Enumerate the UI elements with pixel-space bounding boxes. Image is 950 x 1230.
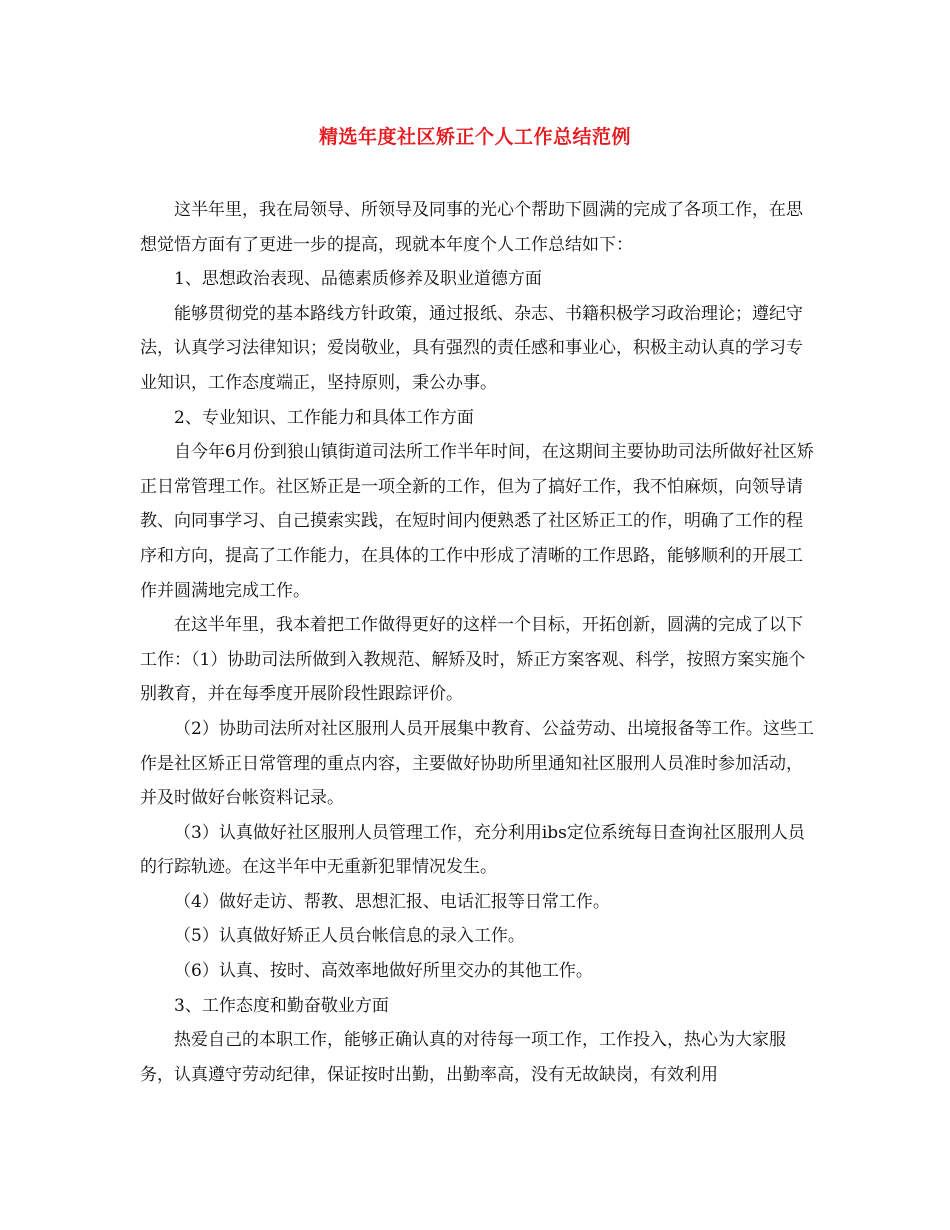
paragraph: 在这半年里，我本着把工作做得更好的这样一个目标，开拓创新，圆满的完成了以下工作：（1）协助司法所做到入教规范、解矫及时，矫正方案客观、科学，按照方案实施个别教育，并在每季度开展阶段性跟踪评价。 <box>140 615 806 705</box>
list-item: （4）做好走访、帮教、思想汇报、电话汇报等日常工作。 <box>174 891 610 912</box>
list-item: （5）认真做好矫正人员台帐信息的录入工作。 <box>174 926 525 947</box>
list-item: （2）协助司法所对社区服刑人员开展集中教育、公益劳动、出境报备等工作。这些工作是社区矫正日常管理的重点内容，主要做好协助所里通知社区服刑人员准时参加活动，并及时做好台帐资料记录。 <box>140 718 814 809</box>
section-heading: 3、工作态度和勤奋敬业方面 <box>174 995 389 1016</box>
section-heading: 1、思想政治表现、品德素质修养及职业道德方面 <box>174 269 542 290</box>
section-heading: 2、专业知识、工作能力和具体工作方面 <box>174 407 474 428</box>
list-item: （3）认真做好社区服刑人员管理工作，充分利用ibs定位系统每日查询社区服刑人员的行踪轨迹。在这半年中无重新犯罪情况发生。 <box>140 822 805 878</box>
document-title: 精选年度社区矫正个人工作总结范例 <box>318 126 631 148</box>
paragraph: 能够贯彻党的基本路线方针政策，通过报纸、杂志、书籍积极学习政治理论；遵纪守法，认真学习法律知识；爱岗敬业，具有强烈的责任感和事业心，积极主动认真的学习专业知识，工作态度端正，坚持原则，秉公办事。 <box>140 303 803 393</box>
paragraph: 热爱自己的本职工作，能够正确认真的对待每一项工作，工作投入，热心为大家服务，认真遵守劳动纪律，保证按时出勤，出勤率高，没有无故缺岗，有效利用 <box>140 1030 786 1085</box>
document-body <box>140 193 818 1092</box>
paragraph: 这半年里，我在局领导、所领导及同事的光心个帮助下圆满的完成了各项工作，在思想觉悟方面有了更进一步的提高，现就本年度个人工作总结如下： <box>140 200 803 255</box>
paragraph: 自今年6月份到狼山镇街道司法所工作半年时间，在这期间主要协助司法所做好社区矫正日常管理工作。社区矫正是一项全新的工作，但为了搞好工作，我不怕麻烦，向领导请教、向同事学习、自己摸索实践，在短时间内便熟悉了社区矫正工的作，明确了工作的程序和方向，提高了工作能力，在具体的工作中形成了清晰的工作思路，能够顺利的开展工作并圆满地完成工作。 <box>140 442 814 601</box>
list-item: （6）认真、按时、高效率地做好所里交办的其他工作。 <box>174 961 593 982</box>
